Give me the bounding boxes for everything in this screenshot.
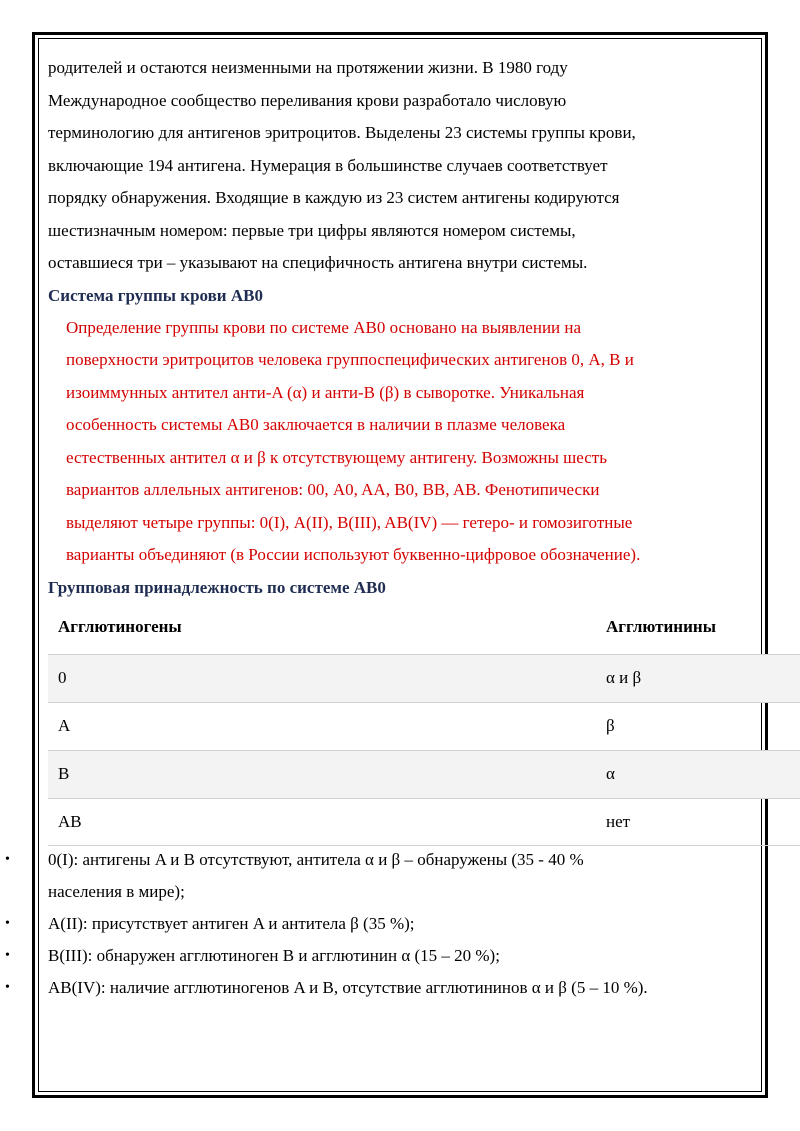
table-row: [48, 702, 800, 750]
table-cell: нет: [606, 812, 631, 831]
list-item: [5, 972, 748, 1004]
blood-group-table: [48, 604, 800, 846]
table-cell: A: [58, 716, 71, 735]
table-row: [48, 798, 800, 846]
table-cell: β: [606, 716, 615, 735]
highlighted-line: варианты объединяют (в России используют буквенно-цифровое обозначение).: [66, 545, 641, 564]
table-header-row: [48, 604, 800, 654]
table-row: [48, 654, 800, 702]
intro-line: терминологию для антигенов эритроцитов. Выделены 23 системы группы крови,: [48, 123, 636, 142]
highlighted-paragraph: [48, 312, 748, 572]
list-item-line: 0(I): антигены A и B отсутствуют, антитела α и β – обнаружены (35 - 40 %: [48, 850, 584, 869]
list-item-line: B(III): обнаружен агглютиноген B и агглютинин α (15 – 20 %);: [48, 946, 500, 965]
table-cell: B: [58, 764, 70, 783]
bullet-icon: •: [5, 948, 10, 963]
highlighted-line: Определение группы крови по системе AB0 основано на выявлении на: [66, 317, 582, 337]
intro-paragraph: [48, 52, 748, 280]
table-title: Групповая принадлежность по системе AB0: [48, 577, 386, 597]
highlighted-line: особенность системы AB0 заключается в наличии в плазме человека: [66, 415, 566, 434]
table-header-cell: Агглютинины: [606, 617, 716, 636]
intro-line: шестизначным номером: первые три цифры являются номером системы,: [48, 220, 576, 240]
document-body: [48, 52, 748, 604]
intro-line: Международное сообщество переливания крови разработало числовую: [48, 90, 567, 110]
blood-group-list: [5, 844, 748, 1004]
list-item: [5, 908, 748, 940]
table-cell: α и β: [606, 668, 642, 687]
table-cell: 0: [58, 668, 67, 687]
highlighted-line: изоиммунных антител анти-A (α) и анти-B (β) в сыворотке. Уникальная: [66, 382, 585, 402]
list-item: [5, 940, 748, 972]
bullet-icon: •: [5, 980, 10, 995]
list-item-line: населения в мире);: [48, 882, 185, 901]
highlighted-line: поверхности эритроцитов человека группоспецифических антигенов 0, A, B и: [66, 350, 634, 369]
table-cell: AB: [58, 812, 82, 831]
bullet-icon: •: [5, 916, 10, 931]
list-item-line: A(II): присутствует антиген A и антитела β (35 %);: [48, 914, 415, 933]
table-header-cell: Агглютиногены: [58, 617, 182, 636]
list-item: [5, 844, 748, 908]
table-row: [48, 750, 800, 798]
list-item-line: AB(IV): наличие агглютиногенов A и B, отсутствие агглютининов α и β (5 – 10 %).: [48, 978, 648, 997]
highlighted-line: естественных антител α и β к отсутствующему антигену. Возможны шесть: [66, 447, 607, 467]
intro-line: включающие 194 антигена. Нумерация в большинстве случаев соответствует: [48, 155, 608, 175]
intro-line: порядку обнаружения. Входящие в каждую из 23 систем антигены кодируются: [48, 188, 620, 207]
highlighted-line: вариантов аллельных антигенов: 00, A0, AA, B0, BB, AB. Фенотипически: [66, 480, 600, 499]
table-cell: α: [606, 764, 615, 783]
section-title: Система группы крови AB0: [48, 285, 263, 305]
bullet-icon: •: [5, 852, 10, 867]
highlighted-line: выделяют четыре группы: 0(I), A(II), B(III), AB(IV) — гетеро- и гомозиготные: [66, 512, 633, 532]
intro-line: родителей и остаются неизменными на протяжении жизни. В 1980 году: [48, 58, 568, 77]
intro-line: оставшиеся три – указывают на специфичность антигена внутри системы.: [48, 253, 588, 272]
